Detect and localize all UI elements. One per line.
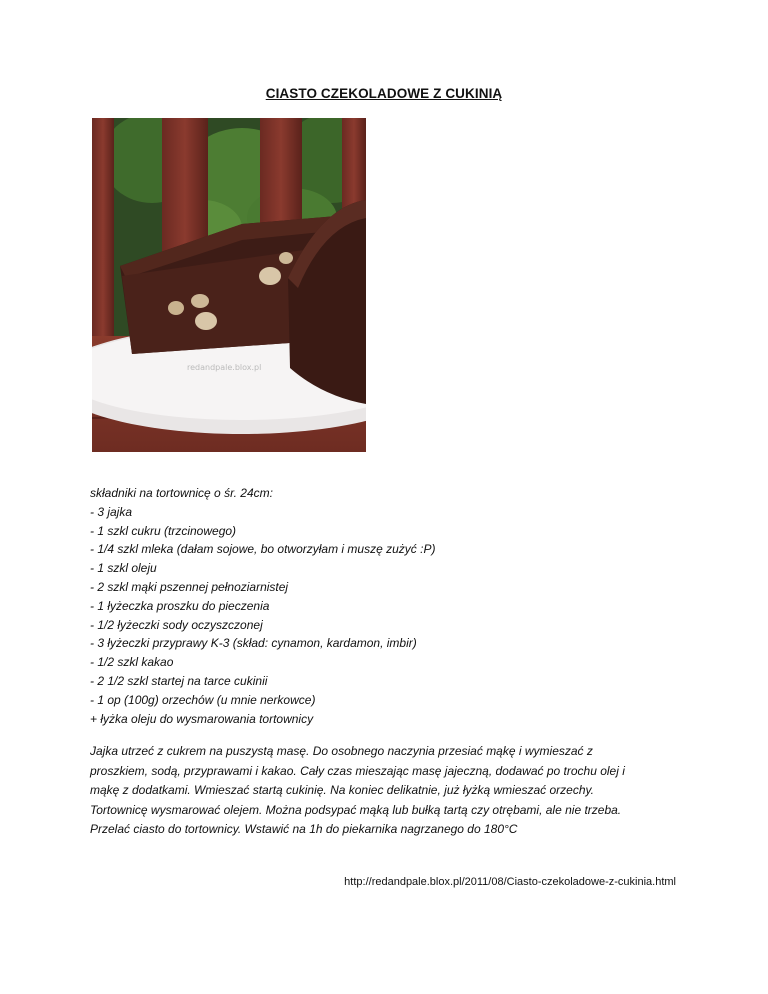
ingredient-item: - 1 op (100g) orzechów (u mnie nerkowce) <box>90 692 316 707</box>
ingredient-item: - 1 szkl oleju <box>90 561 157 576</box>
method-line: Tortownicę wysmarować olejem. Można podsypać mąką lub bułką tartą czy otrębami, ale nie trzeba. <box>90 802 622 817</box>
method-line: proszkiem, sodą, przyprawami i kakao. Cały czas mieszając masę jajeczną, dodawać po trochu olej i <box>90 763 625 778</box>
ingredient-item: - 1/4 szkl mleka (dałam sojowe, bo otworzyłam i muszę zużyć :P) <box>90 542 436 557</box>
ingredient-item: - 1/2 szkl kakao <box>90 655 174 670</box>
ingredient-item: - 1/2 łyżeczki sody oczyszczonej <box>90 617 263 632</box>
method-line: mąkę z dodatkami. Wmieszać startą cukinię. Na koniec delikatnie, już łyżką wmieszać orzechy. <box>90 783 594 798</box>
method-line: Jajka utrzeć z cukrem na puszystą masę. Do osobnego naczynia przesiać mąkę i wymieszać z <box>90 744 593 758</box>
ingredient-item: + łyżka oleju do wysmarowania tortownicy <box>90 711 314 726</box>
photo-watermark: redandpale.blox.pl <box>187 363 262 372</box>
cake-photo <box>92 118 366 452</box>
ingredient-item: - 3 jajka <box>90 504 133 519</box>
source-link[interactable]: http://redandpale.blox.pl/2011/08/Ciasto-czekoladowe-z-cukinia.html <box>344 876 676 888</box>
ingredient-item: - 1 szkl cukru (trzcinowego) <box>90 523 237 538</box>
ingredient-item: - 2 1/2 szkl startej na tarce cukinii <box>90 673 268 688</box>
ingredient-item: - 1 łyżeczka proszku do pieczenia <box>90 598 270 613</box>
ingredient-item: - 3 łyżeczki przyprawy K-3 (skład: cynamon, kardamon, imbir) <box>90 636 417 651</box>
ingredient-item: - 2 szkl mąki pszennej pełnoziarnistej <box>90 579 289 594</box>
recipe-title: CIASTO CZEKOLADOWE Z CUKINIĄ <box>265 86 503 101</box>
ingredients-header: składniki na tortownicę o śr. 24cm: <box>90 486 273 500</box>
method-paragraph <box>90 742 690 840</box>
method-line: Przelać ciasto do tortownicy. Wstawić na 1h do piekarnika nagrzanego do 180°C <box>90 822 518 837</box>
ingredients-list <box>90 484 690 728</box>
